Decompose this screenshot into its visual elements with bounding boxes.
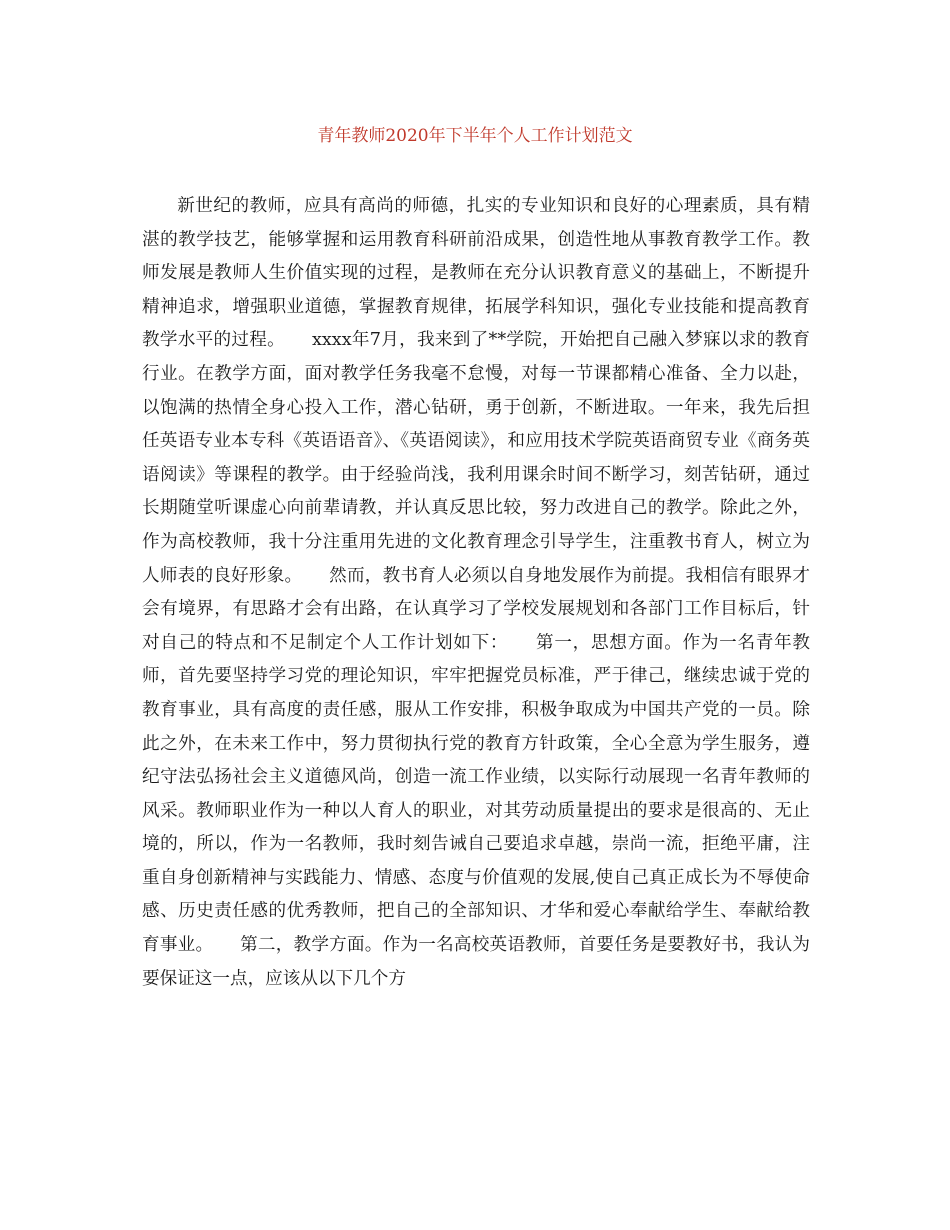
document-title: 青年教师2020年下半年个人工作计划范文 [317,126,633,146]
document-body-paragraph: 新世纪的教师，应具有高尚的师德，扎实的专业知识和良好的心理素质，具有精湛的教学技艺，能够掌握和运用教育科研前沿成果，创造性地从事教育教学工作。教师发展是教师人生价值实现的过程，是教师在充分认识教育意义的基础上，不断提升精神追求，增强职业道德，掌握教育规律，拓展学科知识，强化专业技能和提高教育教学水平的过程。 xxxx年7月，我来到了**学院，开始把自己融入梦寐以求的教育行业。在教学方面，面对教学任务我毫不怠慢，对每一节课都精心准备、全力以赴，以饱满的热情全身心投入工作，潜心钻研，勇于创新，不断进取。一年来，我先后担任英语专业本专科《英语语音》、《英语阅读》，和应用技术学院英语商贸专业《商务英语阅读》等课程的教学。由于经验尚浅，我利用课余时间不断学习，刻苦钻研，通过长期随堂听课虚心向前辈请教，并认真反思比较，努力改进自己的教学。除此之外，作为高校教师，我十分注重用先进的文化教育理念引导学生，注重教书育人，树立为人师表的良好形象。 然而，教书育人必须以自身地发展作为前提。我相信有眼界才会有境界，有思路才会有出路，在认真学习了学校发展规划和各部门工作目标后，针对自己的特点和不足制定个人工作计划如下： 第一，思想方面。作为一名青年教师，首先要坚持学习党的理论知识，牢牢把握党员标准，严于律己，继续忠诚于党的教育事业，具有高度的责任感，服从工作安排，积极争取成为中国共产党的一员。除此之外，在未来工作中，努力贯彻执行党的教育方针政策，全心全意为学生服务，遵纪守法弘扬社会主义道德风尚，创造一流工作业绩，以实际行动展现一名青年教师的风采。教师职业作为一种以人育人的职业，对其劳动质量提出的要求是很高的、无止境的，所以，作为一名教师，我时刻告诫自己要追求卓越，崇尚一流，拒绝平庸，注重自身创新精神与实践能力、情感、态度与价值观的发展,使自己真正成长为不辱使命感、历史责任感的优秀教师，把自己的全部知识、才华和爱心奉献给学生、奉献给教育事业。 第二，教学方面。作为一名高校英语教师，首要任务是要教好书，我认为要保证这一点，应该从以下几个方 [142,196,810,989]
